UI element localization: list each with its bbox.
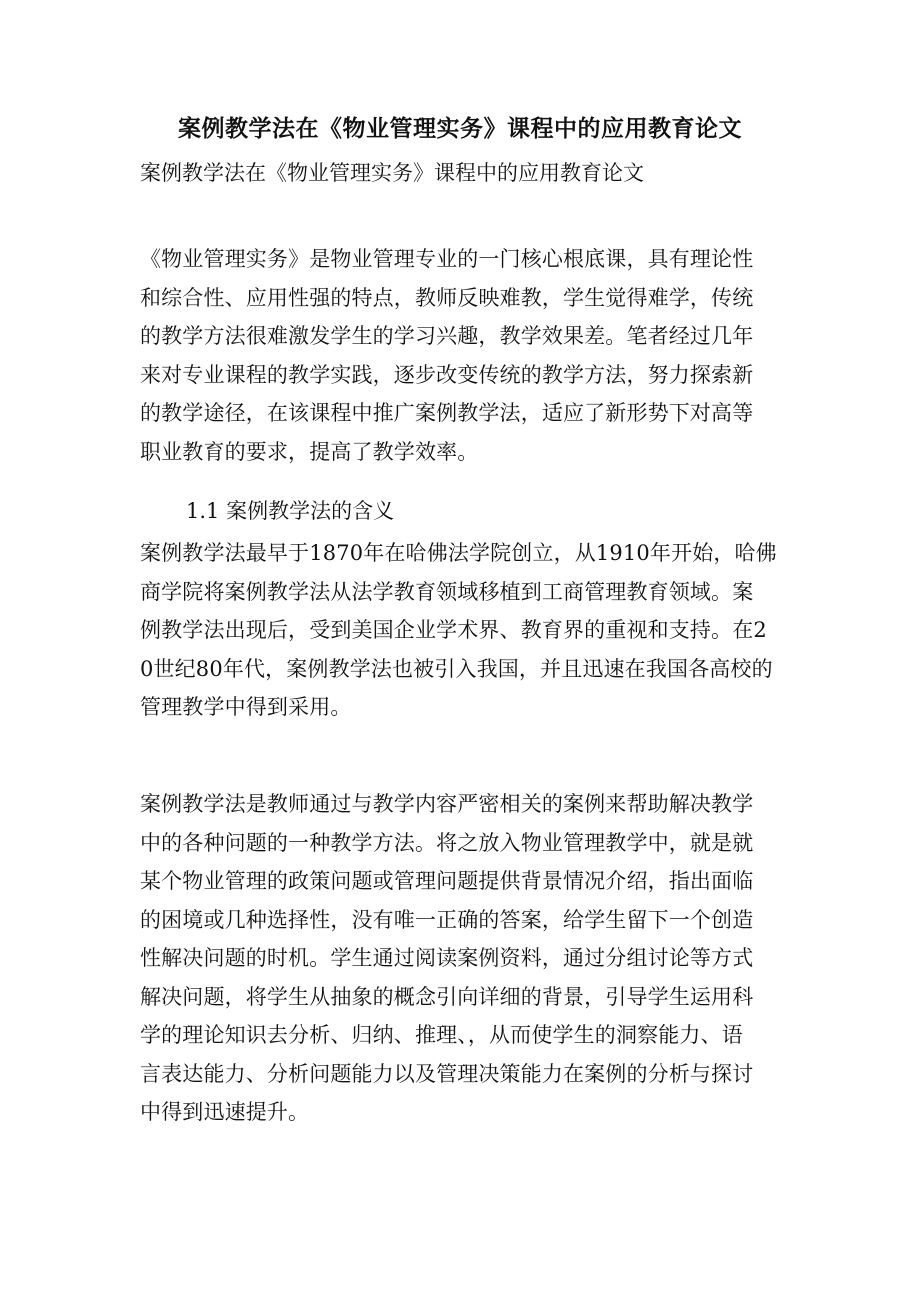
section-heading: 1.1 案例教学法的含义: [186, 499, 395, 523]
paragraph-line: 学的理论知识去分析、归纳、推理、，从而使学生的洞察能力、语: [140, 1023, 743, 1047]
paragraph-line: 某个物业管理的政策问题或管理问题提供背景情况介绍，指出面临: [140, 869, 754, 893]
paragraph-line: 和综合性、应用性强的特点，教师反映难教，学生觉得难学，传统: [140, 285, 754, 310]
paragraph-line: 案例教学法最早于1870年在哈佛法学院创立，从1910年开始，哈佛: [140, 541, 777, 565]
paragraph-line: 的困境或几种选择性，没有唯一正确的答案，给学生留下一个创造: [140, 907, 754, 932]
paragraph-intro: [140, 240, 780, 471]
paragraph-line: 的教学途径，在该课程中推广案例教学法，适应了新形势下对高等: [140, 401, 754, 425]
paragraph-line: 来对专业课程的教学实践，逐步改变传统的教学方法，努力探索新: [140, 362, 754, 387]
paragraph-definition: [140, 785, 780, 1132]
paragraph-line: 职业教育的要求，提高了教学效率。: [140, 439, 479, 464]
paragraph-line: 解决问题，将学生从抽象的概念引向详细的背景，引导学生运用科: [140, 984, 754, 1009]
paragraph-line: 中的各种问题的一种教学方法。将之放入物业管理教学中，就是就: [140, 830, 754, 855]
document-subtitle: 案例教学法在《物业管理实务》课程中的应用教育论文: [140, 161, 644, 185]
paragraph-line: 商学院将案例教学法从法学教育领域移植到工商管理教育领域。案: [140, 579, 754, 604]
document-title: 案例教学法在《物业管理实务》课程中的应用教育论文: [178, 115, 742, 142]
paragraph-line: 0世纪80年代，案例教学法也被引入我国，并且迅速在我国各高校的: [140, 656, 773, 681]
paragraph-line: 管理教学中得到采用。: [140, 695, 352, 719]
paragraph-history: [140, 534, 780, 727]
paragraph-line: 性解决问题的时机。学生通过阅读案例资料，通过分组讨论等方式: [140, 946, 754, 970]
paragraph-line: 《物业管理实务》是物业管理专业的一门核心根底课，具有理论性: [140, 247, 754, 271]
paragraph-line: 例教学法出现后，受到美国企业学术界、教育界的重视和支持。在2: [140, 618, 767, 642]
paragraph-line: 中得到迅速提升。: [140, 1100, 310, 1124]
paragraph-line: 言表达能力、分析问题能力以及管理决策能力在案例的分析与探讨: [140, 1061, 754, 1086]
paragraph-line: 案例教学法是教师通过与教学内容严密相关的案例来帮助解决教学: [140, 792, 754, 816]
paragraph-line: 的教学方法很难激发学生的学习兴趣，教学效果差。笔者经过几年: [140, 324, 754, 348]
